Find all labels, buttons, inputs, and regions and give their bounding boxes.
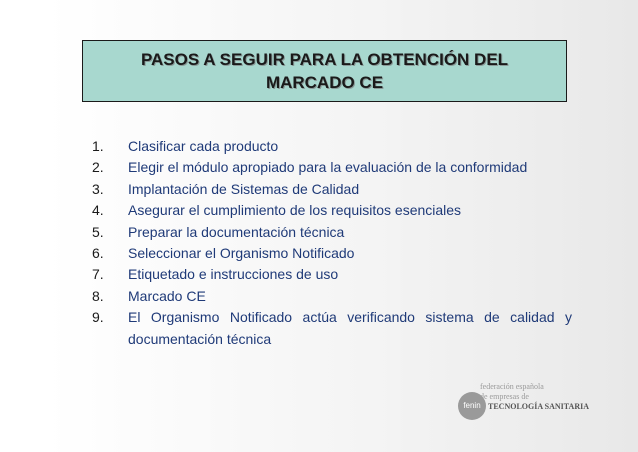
- step-text: Clasificar cada producto: [128, 138, 279, 154]
- list-item: [92, 243, 572, 264]
- step-number: 5.: [92, 223, 104, 240]
- step-text: El Organismo Notificado actúa verificando sistema de calidad y documentación técnica: [128, 309, 572, 347]
- step-number: 6.: [92, 245, 104, 262]
- fenin-logo: [458, 376, 593, 426]
- step-text: Marcado CE: [128, 287, 206, 304]
- step-text: Elegir el módulo apropiado para la evaluación de la conformidad: [128, 159, 528, 176]
- step-text: Asegurar el cumplimiento de los requisitos esenciales: [128, 202, 462, 219]
- logo-mark: fenin: [458, 392, 486, 420]
- logo-line-3: TECNOLOGÍA SANITARIA: [488, 402, 589, 411]
- step-text: Preparar la documentación técnica: [128, 223, 345, 240]
- logo-line-1: federación española: [480, 382, 544, 391]
- list-item: [92, 136, 572, 157]
- list-item: [92, 264, 572, 285]
- list-item: [92, 222, 572, 243]
- slide-title: PASOS A SEGUIR PARA LA OBTENCIÓN DEL MARCADO CE: [140, 50, 509, 92]
- step-text: Etiquetado e instrucciones de uso: [128, 266, 339, 283]
- list-item: [92, 179, 572, 200]
- step-number: 9.: [92, 309, 104, 326]
- list-item: [92, 307, 572, 350]
- step-number: 8.: [92, 287, 104, 304]
- step-text: Seleccionar el Organismo Notificado: [128, 245, 355, 262]
- step-text: Implantación de Sistemas de Calidad: [128, 180, 360, 197]
- step-number: 7.: [92, 266, 104, 283]
- step-number: 3.: [92, 180, 104, 197]
- list-item: [92, 286, 572, 307]
- step-number: 4.: [92, 202, 104, 219]
- list-item: [92, 200, 572, 221]
- step-number: 2.: [92, 159, 104, 176]
- list-item: [92, 157, 572, 178]
- title-box: [82, 40, 567, 102]
- step-number: 1.: [92, 138, 104, 154]
- logo-line-2: de empresas de: [480, 392, 529, 401]
- steps-list: [92, 136, 572, 350]
